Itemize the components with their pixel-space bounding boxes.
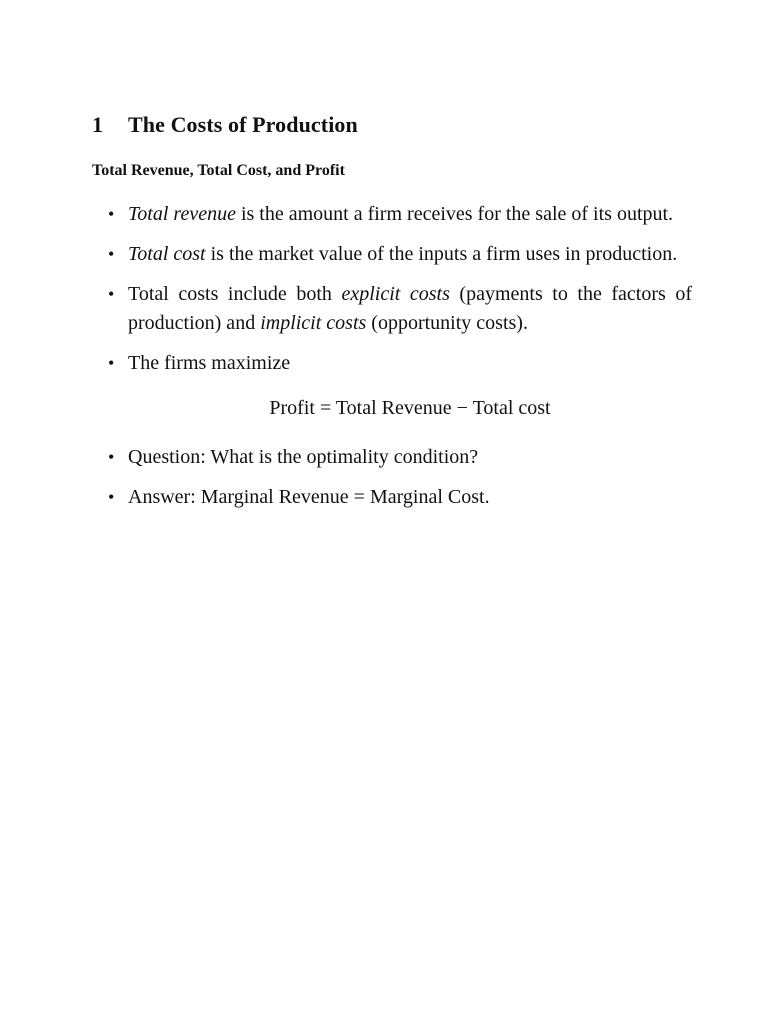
term-total-revenue: Total revenue: [128, 203, 236, 225]
bullet-text: is the market value of the inputs a firm uses in production.: [205, 243, 678, 265]
bullet-dot: •: [108, 487, 115, 507]
bullet-dot: •: [108, 353, 115, 373]
subsection-heading: Total Revenue, Total Cost, and Profit: [92, 162, 345, 179]
bullet-dot: •: [108, 447, 115, 467]
term-total-cost: Total cost: [128, 243, 206, 265]
bullet-total-revenue: [92, 200, 692, 229]
bullet-text: The firms maximize: [128, 352, 291, 374]
bullet-text: Question: What is the optimality condition?: [128, 446, 479, 468]
section-heading: [92, 112, 358, 138]
term-implicit-costs: implicit costs: [260, 312, 367, 334]
bullet-text: (opportunity costs).: [366, 312, 528, 334]
section-number: 1: [92, 112, 104, 137]
bullet-text: is the amount a firm receives for the sale of its output.: [235, 203, 674, 225]
bullet-firms-maximize: [92, 349, 692, 378]
bullet-text: (payments to the factors of production) and: [128, 283, 693, 334]
profit-equation: Profit = Total Revenue − Total cost: [269, 397, 551, 419]
bullet-explicit-implicit: [92, 280, 692, 338]
bullet-text: Total costs include both: [128, 283, 342, 305]
bullet-dot: •: [108, 284, 115, 304]
bullet-answer: [92, 483, 692, 512]
bullet-text: Answer: Marginal Revenue = Marginal Cost.: [128, 486, 490, 508]
section-title: The Costs of Production: [128, 112, 358, 137]
bullet-total-cost: [92, 240, 692, 269]
bullet-question: [92, 443, 692, 472]
term-explicit-costs: explicit costs: [341, 283, 450, 305]
bullet-list: [92, 200, 692, 523]
bullet-dot: •: [108, 204, 115, 224]
bullet-dot: •: [108, 244, 115, 264]
